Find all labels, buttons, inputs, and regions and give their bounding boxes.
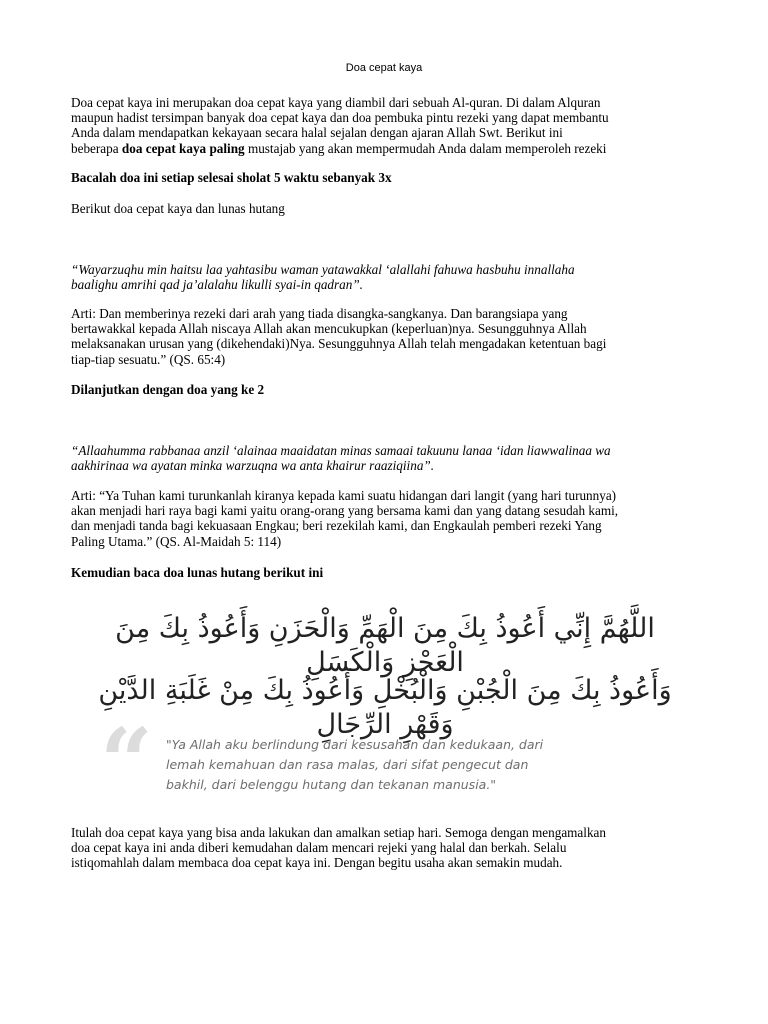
intro-last-prefix: beberapa — [71, 140, 122, 156]
doa-2-arti-line: akan menjadi hari raya bagi kami yaitu orang-orang yang bersama kami dan yang datang sesudah kami, — [71, 503, 619, 519]
doa-1-arti-line: tiap-tiap sesuatu.” (QS. 65:4) — [71, 351, 226, 367]
closing-line: Itulah doa cepat kaya yang bisa anda lakukan dan amalkan setiap hari. Semoga dengan mengamalkan — [71, 825, 606, 840]
doa-2-latin-line: “Allaahumma rabbanaa anzil ‘alainaa maaidatan minas samaai takuunu lanaa ‘idan liawwalinaa wa — [71, 443, 611, 458]
translation-line: bakhil, dari belenggu hutang dan tekanan manusia." — [166, 777, 497, 792]
doa-2-arti — [71, 488, 698, 549]
heading-doa-lunas-hutang: Kemudian baca doa lunas hutang berikut ini — [71, 565, 324, 580]
doa-1-latin-line: “Wayarzuqhu min haitsu laa yahtasibu waman yatawakkal ‘alallahi fahuwa hasbuhu innallaha — [71, 262, 575, 277]
doa-2-arti-line: Arti: “Ya Tuhan kami turunkanlah kiranya kepada kami suatu hidangan dari langit (yang hari turunnya) — [71, 488, 617, 503]
intro-line: Doa cepat kaya ini merupakan doa cepat kaya yang diambil dari sebuah Al-quran. Di dalam Alquran — [71, 95, 601, 110]
doa-2-arti-line: Paling Utama.” (QS. Al-Maidah 5: 114) — [71, 533, 282, 549]
heading-doa-2: Dilanjutkan dengan doa yang ke 2 — [71, 382, 265, 397]
intro-line: Anda dalam mendapatkan kekayaan secara halal sejalan dengan ajaran Allah Swt. Berikut ini — [71, 125, 563, 141]
doa-1-arti-line: Arti: Dan memberinya rezeki dari arah yang tiada disangka-sangkanya. Dan barangsiapa yang — [71, 306, 568, 321]
intro-last-suffix: mustajab yang akan mempermudah Anda dalam memperoleh rezeki — [244, 140, 607, 156]
arabic-line-2: وَأَعُوذُ بِكَ مِنَ الْجُبْنِ وَالْبُخْلِ وَأَعُوذُ بِكَ مِنْ غَلَبَةِ الدَّيْنِ وَقَهْرِ الرِّجَالِ — [98, 675, 672, 740]
closing-line: istiqomahlah dalam membaca doa cepat kaya ini. Dengan begitu usaha akan semakin mudah. — [71, 855, 563, 871]
closing-line: doa cepat kaya ini anda diberi kemudahan dalam mencari rejeki yang halal dan berkah. Selalu — [71, 840, 567, 856]
intro-line: maupun hadist tersimpan banyak doa cepat kaya dan doa pembuka pintu rezeki yang dapat membantu — [71, 110, 609, 126]
translation-line: lemah kemahuan dan rasa malas, dari sifat pengecut dan — [166, 757, 529, 772]
closing-paragraph — [71, 825, 698, 871]
doa-1-arti-line: melaksanakan urusan yang (dikehendaki)Nya. Sesungguhnya Allah telah mengadakan ketentuan bagi — [71, 336, 607, 352]
doa-1-latin-line: baalighu amrihi qad ja’alalahu likulli syai-in qadran”. — [71, 277, 363, 293]
heading-sholat: Bacalah doa ini setiap selesai sholat 5 waktu sebanyak 3x — [71, 170, 392, 185]
subheading-doa-kaya: Berikut doa cepat kaya dan lunas hutang — [71, 201, 285, 216]
doa-1-arti-line: bertawakkal kepada Allah niscaya Allah akan mencukupkan (keperluan)nya. Sesungguhnya Allah — [71, 321, 587, 337]
prayer-translation — [166, 735, 666, 795]
doa-2-latin-line: aakhirinaa wa ayatan minka warzuqna wa anta khairur raaziqiina”. — [71, 458, 435, 474]
doa-2-latin — [71, 443, 698, 473]
arabic-prayer-image — [96, 598, 674, 816]
intro-bold-phrase: doa cepat kaya paling — [121, 140, 245, 156]
doa-1-latin — [71, 262, 698, 292]
arabic-line-1: اللَّهُمَّ إِنِّي أَعُوذُ بِكَ مِنَ الْهَمِّ وَالْحَزَنِ وَأَعُوذُ بِكَ مِنَ الْعَجْزِ وَالْكَسَلِ — [115, 613, 655, 678]
doa-2-arti-line: dan menjadi tanda bagi kekuasaan Engkau; beri rezekilah kami, dan Engkaulah pemberi rezeki Yang — [71, 518, 602, 534]
intro-last-line — [71, 141, 698, 156]
document-title: Doa cepat kaya — [345, 62, 423, 74]
intro-paragraph — [71, 95, 698, 156]
quote-mark-icon: “ — [100, 708, 153, 816]
doa-1-arti — [71, 306, 698, 367]
translation-line: "Ya Allah aku berlindung dari kesusahan dan kedukaan, dari — [166, 737, 544, 752]
